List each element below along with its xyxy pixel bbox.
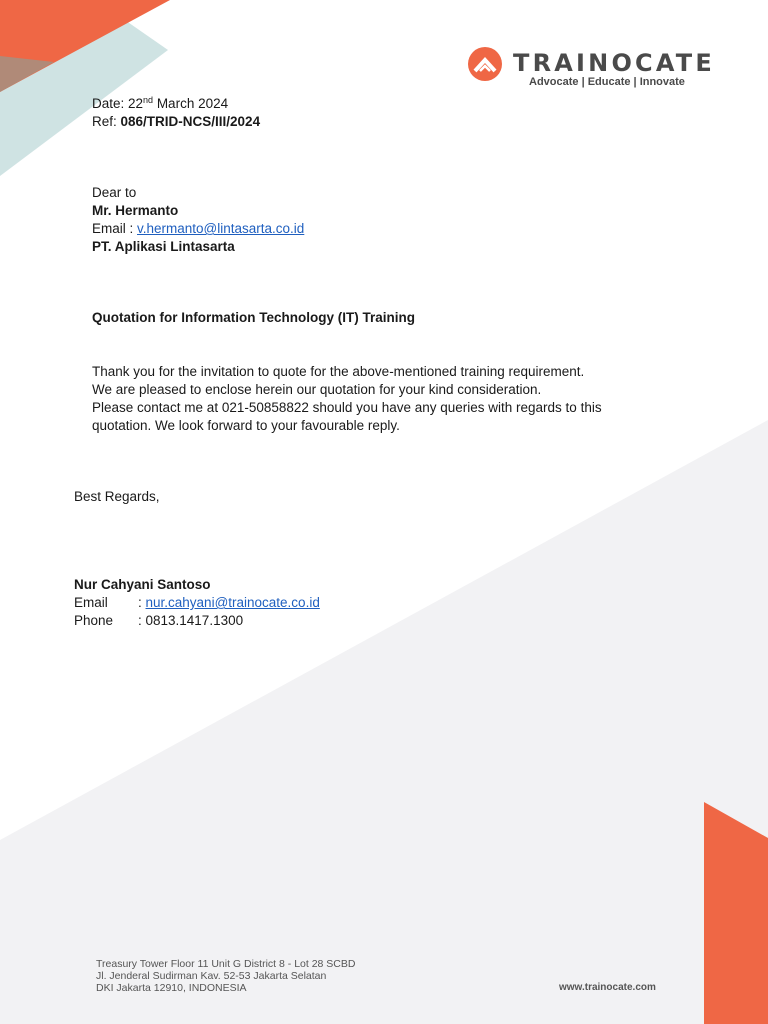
sender-email-link[interactable]: nur.cahyani@trainocate.co.id (145, 595, 320, 610)
footer-address (96, 958, 355, 994)
sender-phone-label: Phone (74, 613, 114, 628)
letter-subject: Quotation for Information Technology (IT) Training (92, 310, 415, 325)
letter-ref: Ref: 086/TRID-NCS/III/2024 (92, 114, 261, 129)
sender-email-line: Email : nur.cahyani@trainocate.co.id (74, 595, 320, 610)
closing: Best Regards, (74, 489, 160, 504)
sender-name: Nur Cahyani Santoso (74, 577, 211, 592)
body-line-1: Thank you for the invitation to quote for the above-mentioned training requirement. (92, 364, 585, 379)
recipient-email-line: Email : v.hermanto@lintasarta.co.id (92, 221, 305, 236)
letter-date: Date: 22nd March 2024 (92, 95, 229, 111)
sender-phone-value: : 0813.1417.1300 (138, 613, 244, 628)
footer-address-line: DKI Jakarta 12910, INDONESIA (96, 982, 247, 994)
body-line-2: We are pleased to enclose herein our quotation for your kind consideration. (92, 382, 542, 397)
body-line-3: Please contact me at 021-50858822 should you have any queries with regards to this (92, 400, 602, 415)
footer-address-line: Treasury Tower Floor 11 Unit G District 8 - Lot 28 SCBD (96, 958, 356, 970)
trainocate-logo (468, 46, 724, 90)
recipient-company: PT. Aplikasi Lintasarta (92, 239, 235, 254)
sender-phone-line (74, 612, 243, 630)
footer-website-link[interactable]: www.trainocate.com (559, 982, 656, 993)
salutation: Dear to (92, 185, 137, 200)
brand-name: TRAINOCATE (513, 49, 715, 77)
body-line-4: quotation. We look forward to your favourable reply. (92, 418, 400, 433)
sender-email-label: Email (74, 595, 108, 610)
trainocate-mountain-logo-icon (468, 47, 502, 81)
recipient-name: Mr. Hermanto (92, 203, 179, 218)
ref-number: 086/TRID-NCS/III/2024 (120, 114, 261, 129)
footer-address-line: Jl. Jenderal Sudirman Kav. 52-53 Jakarta Selatan (96, 970, 327, 982)
recipient-email-link[interactable]: v.hermanto@lintasarta.co.id (137, 221, 305, 236)
brand-tagline: Advocate | Educate | Innovate (529, 76, 685, 88)
